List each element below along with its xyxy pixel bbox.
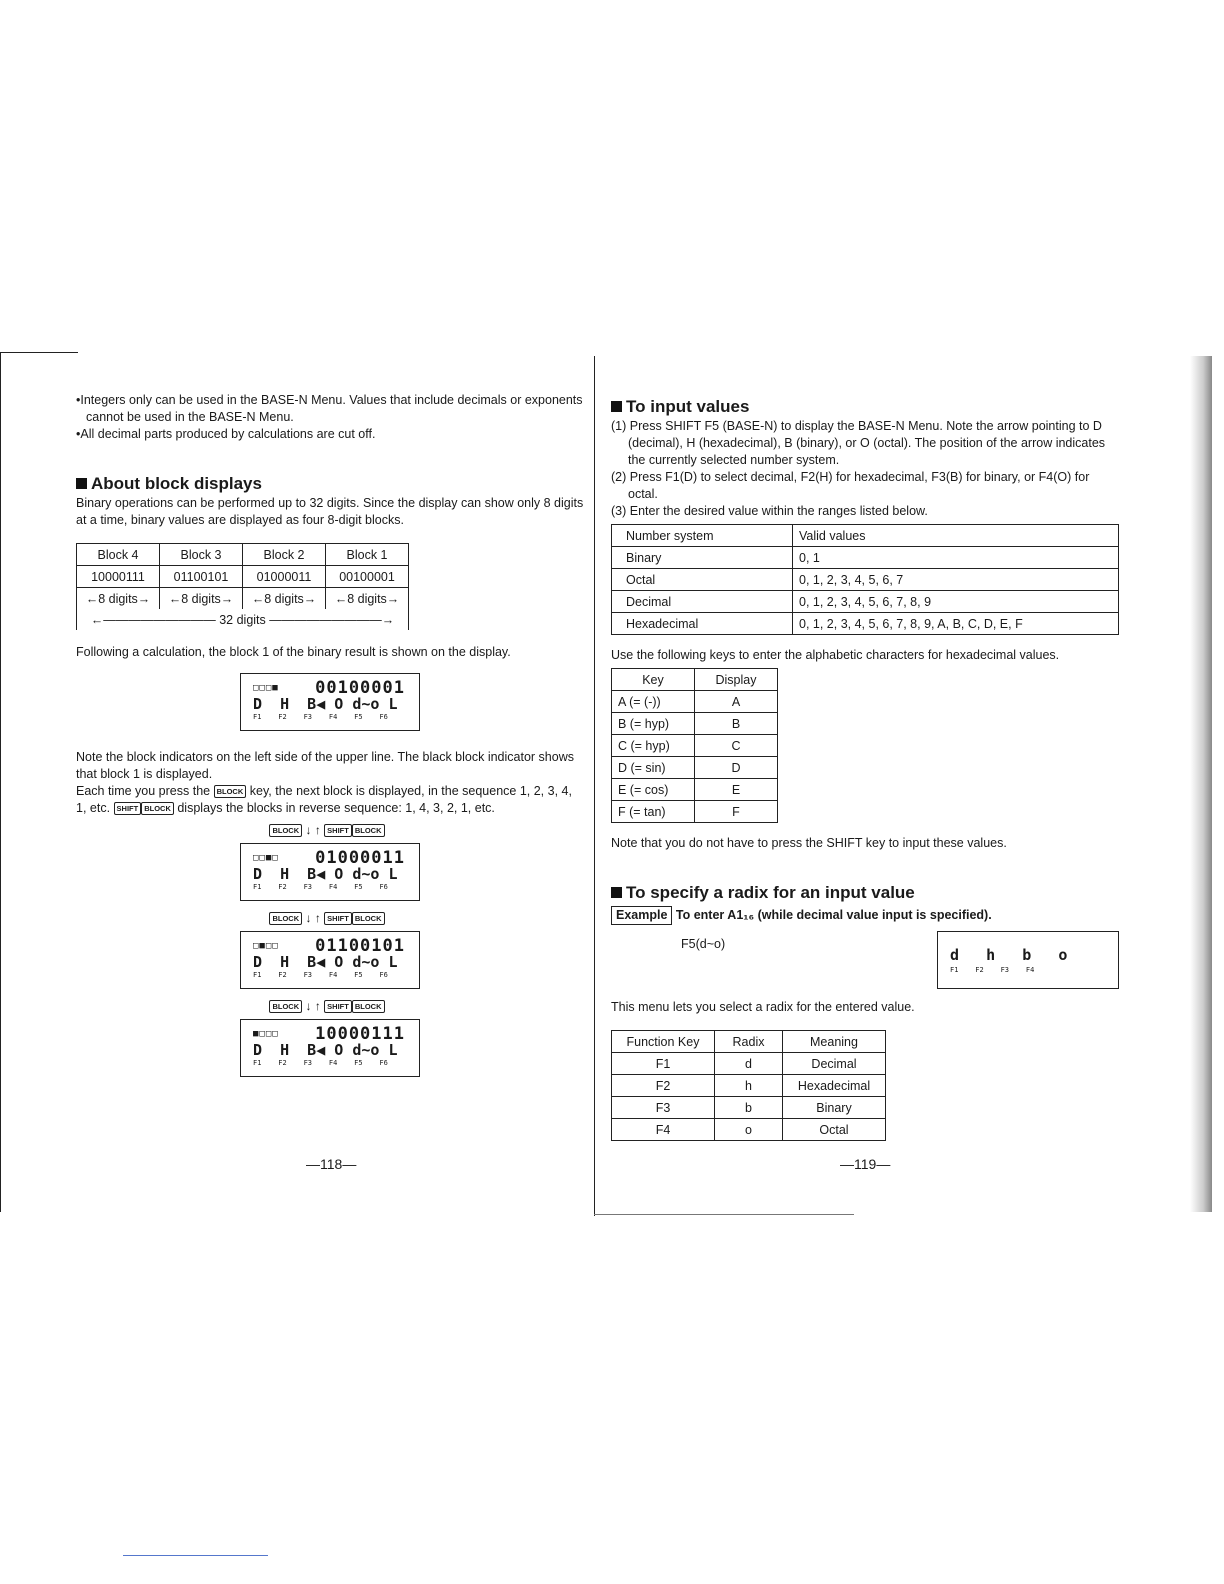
table-row: Function Key Radix Meaning [612, 1031, 886, 1053]
bullet-decimals: •All decimal parts produced by calculations are cut off. [76, 427, 376, 441]
shift-note: Note that you do not have to press the SHIFT key to input these values. [611, 836, 1007, 850]
arrows: ↓ ↑ [305, 999, 321, 1013]
page-number-right: —119— [840, 1156, 891, 1172]
block-key-icon: BLOCK [352, 1000, 385, 1013]
table-row: A (= (-)) A [612, 691, 778, 713]
table-row: B (= hyp) B [612, 713, 778, 735]
block-key-icon: BLOCK [352, 824, 385, 837]
shift-key-icon: SHIFT [324, 1000, 352, 1013]
left-edge-rule [0, 352, 1, 1212]
table-row: D (= sin) D [612, 757, 778, 779]
table-row: Binary 0, 1 [612, 547, 1119, 569]
table-row: ←8 digits→ ←8 digits→ ←8 digits→ ←8 digits→ [77, 588, 409, 610]
key-sequence-2 [172, 911, 482, 925]
hex-key-table [611, 668, 778, 823]
table-row: F1 d Decimal [612, 1053, 886, 1075]
block-key-icon: BLOCK [352, 912, 385, 925]
step-2: (2) Press F1(D) to select decimal, F2(H) for hexadecimal, F3(B) for binary, or F4(O) for octal. [611, 470, 1090, 501]
radix-note: This menu lets you select a radix for the entered value. [611, 1000, 915, 1014]
radix-table [611, 1030, 886, 1141]
lcd-display-block4: ■□□□ 10000111 D H B◀ O d~o L F1 F2 F3 F4 F5 F6 [240, 1019, 420, 1077]
table-row: Key Display [612, 669, 778, 691]
table-row: F (= tan) F [612, 801, 778, 823]
table-row: 10000111 01100101 01000011 00100001 [77, 566, 409, 588]
example-text: To enter A1₁₆ (while decimal value input is specified). [675, 908, 992, 922]
arrows: ↓ ↑ [305, 911, 321, 925]
block-table [76, 543, 409, 630]
table-row: Octal 0, 1, 2, 3, 4, 5, 6, 7 [612, 569, 1119, 591]
block-key-icon: BLOCK [269, 1000, 302, 1013]
table-row: Block 4 Block 3 Block 2 Block 1 [77, 544, 409, 566]
square-bullet-icon [76, 478, 87, 489]
following-text: Following a calculation, the block 1 of the binary result is shown on the display. [76, 645, 511, 659]
table-row: F4 o Octal [612, 1119, 886, 1141]
table-row: F3 b Binary [612, 1097, 886, 1119]
block-key-icon: BLOCK [141, 802, 174, 815]
shift-key-icon: SHIFT [324, 824, 352, 837]
key-sequence-3 [172, 999, 482, 1013]
table-row: E (= cos) E [612, 779, 778, 801]
bottom-blue-line [123, 1555, 268, 1556]
note-block-sequence: Each time you press the BLOCK key, the next block is displayed, in the sequence 1, 2, 3, 4, 1, etc. SHIFT BLOCK displays the blocks in reverse sequence: 1, 4, 3, 2, 1, etc. [76, 784, 572, 815]
lcd-display-block1: □□□■ 00100001 D H B◀ O d~o L F1 F2 F3 F4 F5 F6 [240, 673, 420, 731]
table-row: C (= hyp) C [612, 735, 778, 757]
square-bullet-icon [611, 401, 622, 412]
block-intro: Binary operations can be performed up to 32 digits. Since the display can show only 8 digits at a time, binary values are displayed as four 8-digit blocks. [76, 496, 584, 527]
table-row: Decimal 0, 1, 2, 3, 4, 5, 6, 7, 8, 9 [612, 591, 1119, 613]
example-label: Example [611, 906, 672, 925]
left-top-rule [0, 352, 78, 353]
note-block-indicators: Note the block indicators on the left side of the upper line. The black block indicator shows that block 1 is displayed. [76, 750, 574, 781]
radix-lcd-display: d h b o F1 F2 F3 F4 [937, 931, 1119, 989]
step-3: (3) Enter the desired value within the ranges listed below. [611, 504, 928, 518]
block-heading: About block displays [76, 473, 584, 495]
lcd-display-block2: □□■□ 01000011 D H B◀ O d~o L F1 F2 F3 F4 F5 F6 [240, 843, 420, 901]
input-heading: To input values [611, 396, 1121, 418]
example-line [611, 906, 1121, 925]
shift-key-icon: SHIFT [324, 912, 352, 925]
page-number-left: —118— [306, 1156, 357, 1172]
key-sequence-1 [172, 823, 482, 837]
radix-heading: To specify a radix for an input value [611, 882, 1121, 904]
arrows: ↓ ↑ [305, 823, 321, 837]
bottom-rule [594, 1214, 854, 1215]
range-table [611, 524, 1119, 635]
square-bullet-icon [611, 887, 622, 898]
block-key-icon: BLOCK [214, 785, 247, 798]
center-fold-rule [594, 356, 595, 1216]
block-key-icon: BLOCK [269, 912, 302, 925]
table-row: Number system Valid values [612, 525, 1119, 547]
left-page [76, 392, 584, 1077]
block-key-icon: BLOCK [269, 824, 302, 837]
right-page [611, 392, 1121, 1141]
hex-intro: Use the following keys to enter the alphabetic characters for hexadecimal values. [611, 648, 1060, 662]
example-key: F5(d~o) [681, 937, 726, 951]
table-row: F2 h Hexadecimal [612, 1075, 886, 1097]
example-area [611, 931, 1121, 995]
step-1: (1) Press SHIFT F5 (BASE-N) to display the BASE-N Menu. Note the arrow pointing to D (decimal), H (hexadecimal), B (binary), or O (octal). The position of the arrow indicates the currently selected number system. [611, 419, 1106, 467]
bullet-integers: •Integers only can be used in the BASE-N Menu. Values that include decimals or exponents cannot be used in the BASE-N Menu. [76, 393, 583, 424]
table-row: Hexadecimal 0, 1, 2, 3, 4, 5, 6, 7, 8, 9, A, B, C, D, E, F [612, 613, 1119, 635]
table-row: ←――――――――― 32 digits ―――――――――→ [77, 609, 409, 630]
lcd-display-block3: □■□□ 01100101 D H B◀ O d~o L F1 F2 F3 F4 F5 F6 [240, 931, 420, 989]
shift-key-icon: SHIFT [114, 802, 142, 815]
right-edge-shadow [1190, 356, 1212, 1212]
